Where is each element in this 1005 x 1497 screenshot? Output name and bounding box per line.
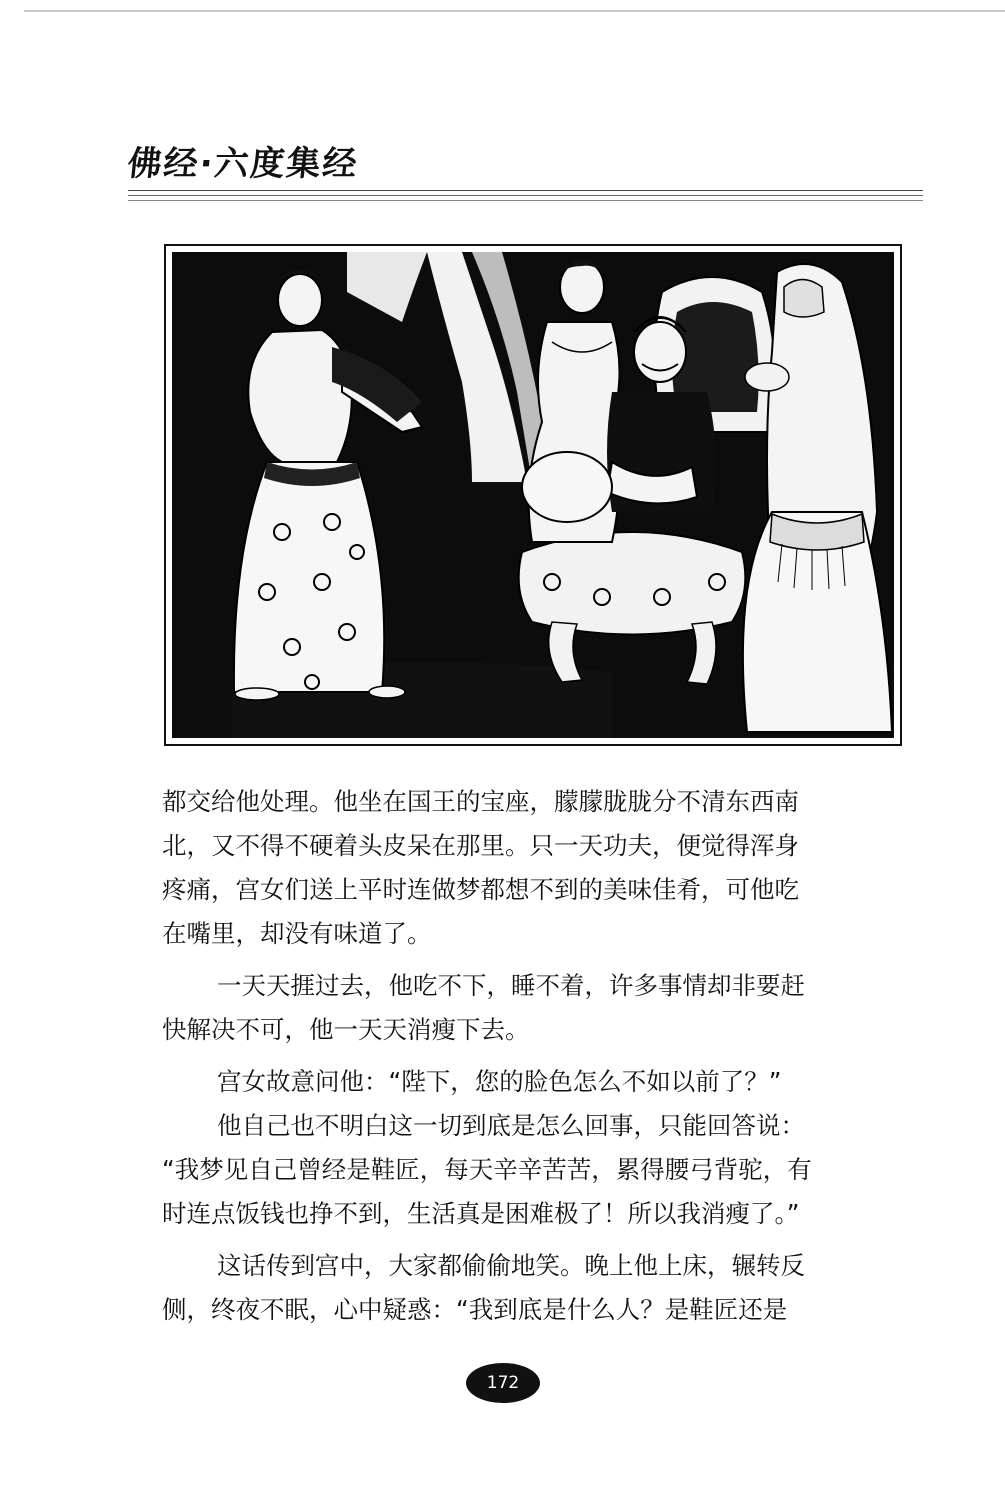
text-line: 北，又不得不硬着头皮呆在那里。只一天功夫，便觉得浑身 bbox=[162, 831, 799, 860]
text-line: 疼痛，宫女们送上平时连做梦都想不到的美味佳肴，可他吃 bbox=[162, 875, 799, 904]
text-line: 宫女故意问他：“陛下，您的脸色怎么不如以前了？” bbox=[217, 1067, 782, 1096]
illustration-frame bbox=[164, 244, 902, 746]
text-line: 在嘴里，却没有味道了。 bbox=[162, 919, 432, 948]
text-line: 都交给他处理。他坐在国王的宝座，朦朦胧胧分不清东西南 bbox=[162, 787, 799, 816]
text-line: 他自己也不明白这一切到底是怎么回事，只能回答说： bbox=[217, 1111, 805, 1140]
header-rules bbox=[128, 190, 923, 201]
text-line: 快解决不可，他一天天消瘦下去。 bbox=[162, 1015, 530, 1044]
text-line: 这话传到宫中，大家都偷偷地笑。晚上他上床，辗转反 bbox=[217, 1251, 805, 1280]
dancers-and-king-illustration bbox=[172, 252, 894, 738]
text-line: 一天天捱过去，他吃不下，睡不着，许多事情却非要赶 bbox=[217, 971, 805, 1000]
top-border-rule bbox=[24, 10, 1005, 12]
text-line: 时连点饭钱也挣不到，生活真是困难极了！所以我消瘦了。” bbox=[162, 1199, 800, 1228]
page-number-badge: 172 bbox=[466, 1363, 540, 1403]
running-header-title: 佛经·六度集经 bbox=[125, 144, 361, 184]
text-line: “我梦见自己曾经是鞋匠，每天辛辛苦苦，累得腰弓背驼，有 bbox=[162, 1155, 812, 1184]
text-line: 侧，终夜不眠，心中疑惑：“我到底是什么人？是鞋匠还是 bbox=[162, 1295, 788, 1324]
body-text bbox=[162, 780, 917, 1332]
